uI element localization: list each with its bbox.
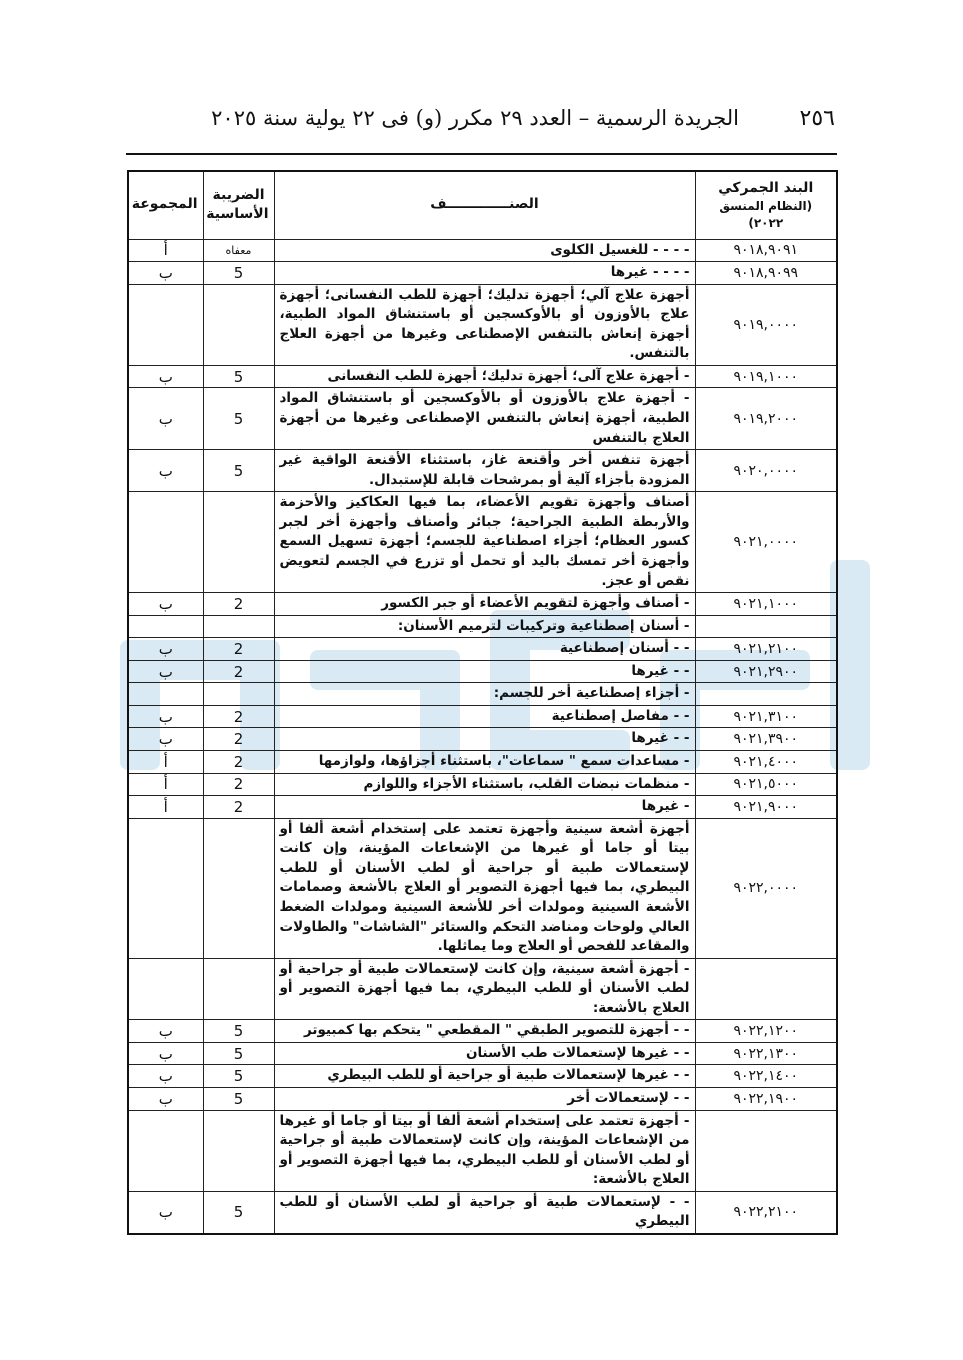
item-description-cell: - أجهزة علاج بالأوزون أو بالأوكسجين أو باستنشاق المواد الطبية، أجهزة إنعاش بالتنفس الإصطناعى وغيرها من أجهزة العلاج بالتنفس [274, 388, 695, 450]
group-cell [128, 683, 203, 706]
item-description-cell: - أجهزة أشعة سينية، وإن كانت لإستعمالات طبية أو جراحية أو لطب الأسنان أو للطب البيطري، بما فيها أجهزة التصوير أو العلاج بالأشعة: [274, 958, 695, 1020]
item-description-cell: - - لإستعمالات طبية أو جراحية أو لطب الأسنان أو للطب البيطري [274, 1191, 695, 1234]
item-description-cell: - غيرها [274, 796, 695, 819]
tariff-code-cell: ٩٠٢١,٥٠٠٠ [695, 773, 837, 796]
basic-tax-cell: 2 [203, 660, 274, 683]
item-description-cell: - - غيرها [274, 728, 695, 751]
page-number: ٢٥٦ [799, 106, 835, 131]
group-cell: أ [128, 751, 203, 774]
table-row [128, 660, 837, 683]
tariff-code-cell [695, 1110, 837, 1191]
table-row [128, 1110, 837, 1191]
table-row [128, 492, 837, 593]
table-row [128, 638, 837, 661]
item-description-cell: - - أسنان إصطناعية [274, 638, 695, 661]
basic-tax-cell: 5 [203, 365, 274, 388]
item-description-cell: - - أجهزة للتصوير الطبقي " المقطعي " يتحكم بها كمبيوتر [274, 1020, 695, 1043]
tariff-code-cell: ٩٠١٨,٩٠٩١ [695, 239, 837, 262]
group-cell: ب [128, 365, 203, 388]
basic-tax-cell: 5 [203, 1088, 274, 1111]
item-description-cell: - أصناف وأجهزة لتقويم الأعضاء أو جبر الكسور [274, 593, 695, 616]
table-row [128, 1088, 837, 1111]
tariff-code-cell: ٩٠١٨,٩٠٩٩ [695, 262, 837, 285]
group-cell: ب [128, 1088, 203, 1111]
tariff-code-cell: ٩٠٢١,١٠٠٠ [695, 593, 837, 616]
item-description-cell: - أجهزة تعتمد على إستخدام أشعة ألفا أو بيتا أو جاما أو غيرها من الإشعاعات المؤينة، وإن كانت لإستعمالات طبية أو جراحية أو لطب الأسنان أو للطب البيطري، بما فيها أجهزة التصوير أو العلاج بالأشعة: [274, 1110, 695, 1191]
tariff-code-cell: ٩٠٢١,٢٩٠٠ [695, 660, 837, 683]
group-cell: أ [128, 239, 203, 262]
item-description-cell: - - غيرها لإستعمالات طبية أو جراحية أو للطب البيطري [274, 1065, 695, 1088]
basic-tax-cell: 5 [203, 1020, 274, 1043]
group-cell: ب [128, 1042, 203, 1065]
basic-tax-cell [203, 818, 274, 958]
item-description-cell: أجهزة أشعة سينية وأجهزة تعتمد على إستخدام أشعة ألفا أو بيتا أو جاما أو غيرها من الإشعاعات المؤينة، وإن كانت لإستعمالات طبية أو جراحية أو لطب الأسنان أو للطب البيطري، بما فيها أجهزة التصوير أو العلاج بالأشعة وصمامات الأشعة السينية ومولدات أخر للأشعة السينية ومولدات الضغط العالي ولوحات ومناضد التحكم والستائر "الشاشات" والطاولات والمقاعد للفحص أو العلاج وما يماثلها. [274, 818, 695, 958]
item-description-cell: - - غيرها [274, 660, 695, 683]
tariff-code-cell: ٩٠٢١,٩٠٠٠ [695, 796, 837, 819]
item-description-cell: - أجزاء إصطناعية أخر للجسم: [274, 683, 695, 706]
header-customs-code [695, 171, 837, 239]
basic-tax-cell: 5 [203, 450, 274, 492]
tariff-code-cell: ٩٠٢٠,٠٠٠٠ [695, 450, 837, 492]
table-row [128, 1191, 837, 1234]
group-cell [128, 958, 203, 1020]
table-row [128, 796, 837, 819]
tariff-code-cell: ٩٠٢١,٤٠٠٠ [695, 751, 837, 774]
basic-tax-cell: 2 [203, 593, 274, 616]
item-description-cell: - - - - غيرها [274, 262, 695, 285]
header-description: الصنـــــــــــــف [274, 171, 695, 239]
table-row [128, 365, 837, 388]
item-description-cell: أصناف وأجهزة تقويم الأعضاء، بما فيها العكاكيز والأحزمة والأربطة الطبية الجراحية؛ جبائر وأصناف وأجهزة أخر لجبر كسور العظام؛ أجزاء اصطناعية للجسم؛ أجهزة تسهيل السمع وأجهزة أخر تمسك باليد أو تحمل أو تزرع في الجسم لتعويض نقص أو عجز. [274, 492, 695, 593]
basic-tax-cell [203, 1110, 274, 1191]
tariff-code-cell [695, 615, 837, 638]
basic-tax-cell: 2 [203, 796, 274, 819]
table-row [128, 751, 837, 774]
basic-tax-cell: 5 [203, 262, 274, 285]
basic-tax-cell: 2 [203, 751, 274, 774]
basic-tax-cell: معفاه [203, 239, 274, 262]
item-description-cell: - منظمات نبضات القلب، باستثناء الأجزاء واللوازم [274, 773, 695, 796]
item-description-cell: - - مفاصل إصطناعية [274, 705, 695, 728]
item-description-cell: - أجهزة علاج آلى؛ أجهزة تدليك؛ أجهزة للطب النفسانى [274, 365, 695, 388]
basic-tax-cell [203, 284, 274, 365]
gazette-title: الجريدة الرسمية – العدد ٢٩ مكرر (و) فى ٢٢ يولية سنة ٢٠٢٥ [211, 106, 739, 130]
basic-tax-cell: 2 [203, 773, 274, 796]
basic-tax-cell: 2 [203, 705, 274, 728]
basic-tax-cell: 5 [203, 1191, 274, 1234]
tariff-code-cell: ٩٠٢١,٠٠٠٠ [695, 492, 837, 593]
tariff-code-cell: ٩٠٢٢,٠٠٠٠ [695, 818, 837, 958]
tariff-code-cell: ٩٠٢٢,١٢٠٠ [695, 1020, 837, 1043]
item-description-cell: أجهزة تنفس أخر وأقنعة غاز، باستثناء الأقنعة الواقية غير المزودة بأجزاء آلية أو بمرشحات قابلة للإستبدال. [274, 450, 695, 492]
tariff-code-cell: ٩٠٢٢,١٩٠٠ [695, 1088, 837, 1111]
header-code-label: البند الجمركي [718, 179, 814, 196]
tariff-code-cell: ٩٠٢١,٢١٠٠ [695, 638, 837, 661]
tariff-code-cell: ٩٠١٩,١٠٠٠ [695, 365, 837, 388]
basic-tax-cell: 5 [203, 1065, 274, 1088]
basic-tax-cell: 5 [203, 1042, 274, 1065]
page-header [128, 104, 835, 140]
table-row [128, 262, 837, 285]
group-cell: ب [128, 728, 203, 751]
basic-tax-cell [203, 615, 274, 638]
group-cell: أ [128, 773, 203, 796]
table-row [128, 683, 837, 706]
item-description-cell: - - - - للغسيل الكلوى [274, 239, 695, 262]
group-cell: ب [128, 450, 203, 492]
table-row [128, 593, 837, 616]
group-cell [128, 284, 203, 365]
item-description-cell: - أسنان إصطناعية وتركيبات لترميم الأسنان: [274, 615, 695, 638]
item-description-cell: - مساعدات سمع " سماعات"، باستثناء أجزاؤها، ولوازمها [274, 751, 695, 774]
header-code-sub: (النظام المنسق ٢٠٢٢) [719, 199, 813, 231]
basic-tax-cell: 2 [203, 728, 274, 751]
tariff-code-cell: ٩٠١٩,٢٠٠٠ [695, 388, 837, 450]
tariff-code-cell [695, 958, 837, 1020]
table-row [128, 284, 837, 365]
table-row [128, 958, 837, 1020]
tariff-code-cell: ٩٠١٩,٠٠٠٠ [695, 284, 837, 365]
table-row [128, 1020, 837, 1043]
tariff-code-cell: ٩٠٢٢,٢١٠٠ [695, 1191, 837, 1234]
table-header-row [128, 171, 837, 239]
basic-tax-cell: 5 [203, 388, 274, 450]
basic-tax-cell [203, 492, 274, 593]
table-row [128, 705, 837, 728]
group-cell: ب [128, 1191, 203, 1234]
group-cell: ب [128, 262, 203, 285]
item-description-cell: - - لإستعمالات أخر [274, 1088, 695, 1111]
table-row [128, 450, 837, 492]
group-cell [128, 818, 203, 958]
basic-tax-cell: 2 [203, 638, 274, 661]
header-group: المجموعة [128, 171, 203, 239]
table-row [128, 615, 837, 638]
group-cell: ب [128, 388, 203, 450]
item-description-cell: أجهزة علاج آلي؛ أجهزة تدليك؛ أجهزة للطب النفسانى؛ أجهزة علاج بالأوزون أو بالأوكسجين أو باستنشاق المواد الطبية، أجهزة إنعاش بالتنفس الإصطناعى وغيرها من أجهزة العلاج بالتنفس. [274, 284, 695, 365]
group-cell: ب [128, 593, 203, 616]
group-cell: ب [128, 1020, 203, 1043]
table-row [128, 1042, 837, 1065]
table-row [128, 818, 837, 958]
table-body [128, 239, 837, 1234]
group-cell: ب [128, 638, 203, 661]
group-cell: ب [128, 705, 203, 728]
basic-tax-cell [203, 958, 274, 1020]
tariff-code-cell: ٩٠٢١,٣٩٠٠ [695, 728, 837, 751]
header-divider [126, 153, 837, 155]
group-cell: أ [128, 796, 203, 819]
group-cell [128, 1110, 203, 1191]
table-row [128, 1065, 837, 1088]
tariff-code-cell [695, 683, 837, 706]
group-cell: ب [128, 660, 203, 683]
group-cell [128, 615, 203, 638]
tariff-code-cell: ٩٠٢٢,١٤٠٠ [695, 1065, 837, 1088]
tariff-code-cell: ٩٠٢٢,١٣٠٠ [695, 1042, 837, 1065]
table-row [128, 388, 837, 450]
tariff-code-cell: ٩٠٢١,٣١٠٠ [695, 705, 837, 728]
table-row [128, 773, 837, 796]
group-cell [128, 492, 203, 593]
table-row [128, 728, 837, 751]
item-description-cell: - - غيرها لإستعمالات طب الأسنان [274, 1042, 695, 1065]
group-cell: ب [128, 1065, 203, 1088]
table-row [128, 239, 837, 262]
header-basic-tax: الضريبة الأساسية [203, 171, 274, 239]
tariff-table [127, 170, 838, 1235]
basic-tax-cell [203, 683, 274, 706]
